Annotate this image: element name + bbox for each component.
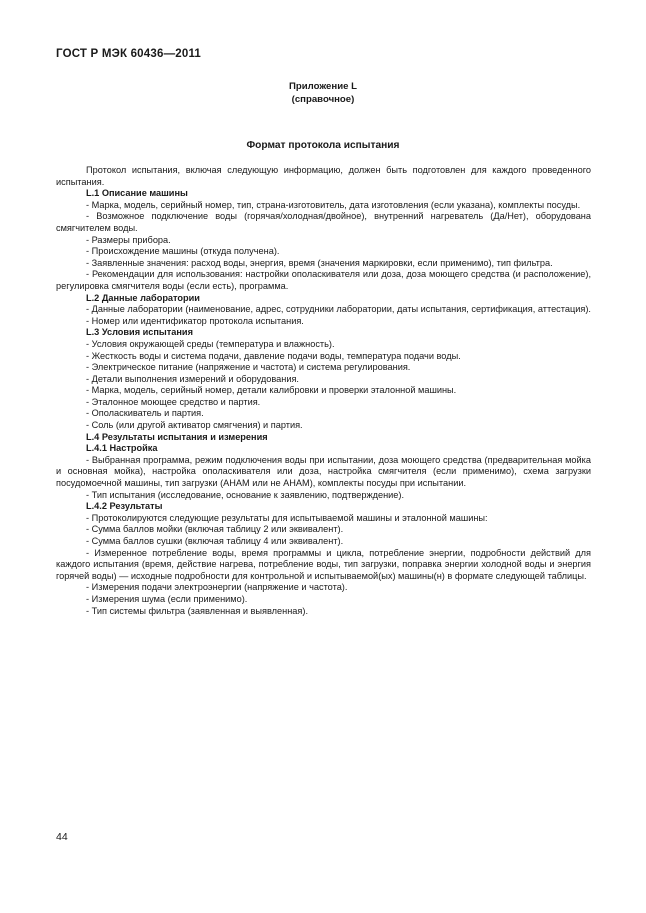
paragraph: - Тип системы фильтра (заявленная и выявленная).: [86, 605, 308, 616]
paragraph: - Жесткость воды и система подачи, давление подачи воды, температура подачи воды.: [86, 350, 461, 361]
page-number: 44: [56, 831, 68, 843]
paragraph: - Номер или идентификатор протокола испытания.: [86, 315, 304, 326]
paragraph: - Сумма баллов сушки (включая таблицу 4 или эквивалент).: [86, 536, 344, 546]
subsection-heading: L.2 Данные лаборатории: [86, 292, 200, 303]
document-body: [56, 165, 591, 617]
paragraph: - Измерения подачи электроэнергии (напряжение и частота).: [86, 582, 348, 593]
paragraph: - Выбранная программа, режим подключения воды при испытании, доза моющего средства (предварительная мойка и основная мойка), настройка ополаскивателя или доза, настройка смягчителя (если применимо), схема загрузки посудомоечной машины, тип загрузки (АНАМ или не АНАМ), комплекты посуды при испытании.: [56, 454, 591, 489]
section-heading: Формат протокола испытания: [246, 140, 400, 151]
paragraph: - Данные лаборатории (наименование, адрес, сотрудники лаборатории, даты испытания, сертификация, аттестация).: [86, 304, 591, 315]
paragraph: - Детали выполнения измерений и оборудования.: [86, 373, 299, 384]
paragraph: - Тип испытания (исследование, основание к заявлению, подтверждение).: [86, 489, 405, 500]
paragraph: - Электрическое питание (напряжение и частота) и система регулирования.: [86, 362, 411, 373]
paragraph: - Происхождение машины (откуда получена).: [86, 246, 280, 257]
paragraph: Протокол испытания, включая следующую информацию, должен быть подготовлен для каждого проведенного испытания.: [56, 165, 591, 187]
subsection-heading: L.4.2 Результаты: [86, 501, 163, 512]
paragraph: - Условия окружающей среды (температура и влажность).: [86, 338, 335, 349]
annex-label: [0, 80, 646, 106]
paragraph: - Марка, модель, серийный номер, детали калибровки и проверки эталонной машины.: [86, 385, 457, 396]
document-code: ГОСТ Р МЭК 60436—2011: [56, 48, 202, 60]
annex-title: Приложение L: [289, 81, 357, 92]
paragraph: - Ополаскиватель и партия.: [86, 408, 204, 419]
paragraph: - Сумма баллов мойки (включая таблицу 2 или эквивалент).: [86, 524, 344, 535]
paragraph: - Марка, модель, серийный номер, тип, страна-изготовитель, дата изготовления (если указана), комплекты посуды.: [86, 199, 581, 210]
paragraph: - Измеренное потребление воды, время программы и цикла, потребление энергии, подробности действий для каждого испытания (время, действие нагрева, потребление воды, тип загрузки, поправка энергии холодной воды и энергия горячей воды) — исходные подробности для контрольной и испытываемой(ых) машины(н) в формате следующей таблицы.: [56, 547, 591, 581]
paragraph: - Рекомендации для использования: настройки ополаскивателя или доза, доза моющего средства (и расположение), регулировка смягчителя воды (если есть), программа.: [56, 269, 591, 291]
paragraph: - Соль (или другой активатор смягчения) и партия.: [86, 420, 303, 431]
subsection-heading: L.3 Условия испытания: [86, 327, 193, 338]
paragraph: - Возможное подключение воды (горячая/холодная/двойное), внутренний нагреватель (Да/Нет), оборудована смягчителем воды.: [56, 211, 591, 233]
paragraph: - Заявленные значения: расход воды, энергия, время (значения маркировки, если применимо), тип фильтра.: [86, 257, 553, 268]
paragraph: - Эталонное моющее средство и партия.: [86, 396, 261, 407]
subsection-heading: L.1 Описание машины: [86, 188, 188, 199]
paragraph: - Протоколируются следующие результаты для испытываемой машины и эталонной машины:: [86, 512, 488, 523]
paragraph: - Измерения шума (если применимо).: [86, 593, 248, 604]
paragraph: - Размеры прибора.: [86, 234, 171, 245]
subsection-heading: L.4 Результаты испытания и измерения: [86, 431, 268, 442]
annex-subtitle: (справочное): [291, 94, 355, 105]
subsection-heading: L.4.1 Настройка: [86, 443, 158, 454]
